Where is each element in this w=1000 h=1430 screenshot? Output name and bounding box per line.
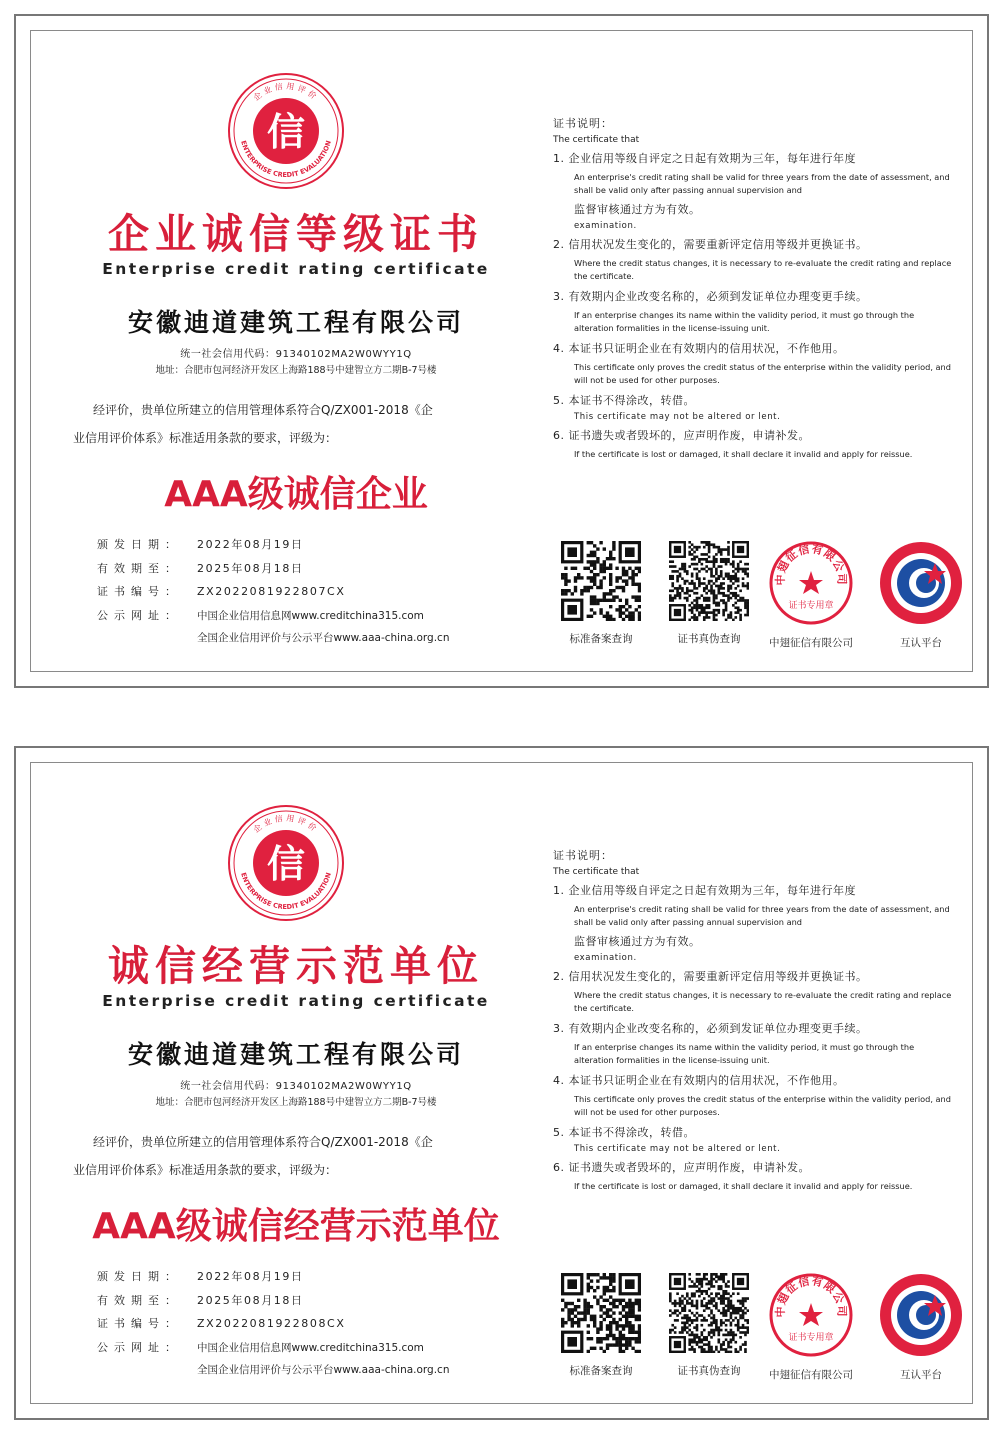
certificate-title: 企业诚信等级证书: [108, 210, 484, 258]
website-2: 全国企业信用评价与公示平台www.aaa-china.org.cn: [197, 632, 450, 644]
issue-date: 2022年08月19日: [197, 538, 304, 551]
qr-code-icon[interactable]: [561, 541, 641, 621]
valid-date: 2025年08月18日: [197, 561, 304, 575]
credit-grade: AAA级诚信企业: [164, 474, 428, 515]
issue-date-label: 颁发日期：: [97, 1270, 182, 1283]
verification-badges: [551, 1273, 971, 1383]
website-1: 中国企业信用信息网www.creditchina315.com: [197, 1341, 424, 1354]
note-2-en: Where the credit status changes, it is necessary to re-evaluate the credit rating and replace the certificate.: [574, 990, 952, 1013]
note-6: 6. 证书遗失或者毁坏的，应声明作废，申请补发。: [553, 429, 810, 442]
website-label: 公示网址：: [97, 608, 182, 622]
website-label: 公示网址：: [97, 1340, 182, 1354]
credit-code: 统一社会信用代码：91340102MA2W0WYY1Q: [180, 1081, 412, 1092]
note-3-en: If an enterprise changes its name within the validity period, it must go through the alteration formalities in the license-issuing unit.: [574, 310, 915, 333]
cert-number-label: 证书编号：: [97, 1317, 182, 1330]
certificate-frame: [30, 30, 973, 672]
company-stamp-icon: [769, 1273, 853, 1357]
note-5: 5. 本证书不得涂改，转借。: [553, 1126, 695, 1139]
qr-code-icon[interactable]: [561, 1273, 641, 1353]
note-5-en: This certificate may not be altered or lent.: [574, 1144, 781, 1154]
note-1-en: An enterprise's credit rating shall be valid for three years from the date of assessment, and shall be valid only after passing annual supervision and: [574, 904, 950, 927]
certificate-1: [14, 14, 989, 688]
svg-text:证书专用章: 证书专用章: [788, 601, 834, 611]
issue-date: 2022年08月19日: [197, 1270, 304, 1283]
authenticity-badge: [659, 1273, 759, 1378]
standard-filing-caption: 标准备案查询: [569, 1365, 633, 1377]
notes-heading: 证书说明：: [553, 849, 613, 862]
authenticity-badge: [659, 541, 759, 646]
svg-text:中翅征信有限公司: 中翅征信有限公司: [773, 542, 849, 586]
website-row: [97, 1339, 450, 1363]
company-stamp-icon: [769, 541, 853, 625]
company-stamp-badge: [761, 541, 861, 650]
authenticity-caption: 证书真伪查询: [677, 1365, 741, 1377]
company-name: 安徽迪道建筑工程有限公司: [127, 308, 464, 337]
website-1: 中国企业信用信息网www.creditchina315.com: [197, 609, 424, 622]
mutual-platform-icon: [879, 1273, 963, 1357]
mutual-platform-badge: [871, 1273, 971, 1382]
certificate-info: [97, 536, 450, 654]
svg-text:企业信用评价: 企业信用评价: [251, 813, 321, 835]
note-1-continued: 监督审核通过方为有效。: [574, 935, 701, 948]
standard-filing-badge: [551, 541, 651, 646]
valid-date-label: 有效期至：: [97, 1293, 182, 1307]
svg-text:ENTERPRISE CREDIT EVALUATION: ENTERPRISE CREDIT EVALUATION: [239, 139, 333, 180]
note-3-en: If an enterprise changes its name within the validity period, it must go through the alteration formalities in the license-issuing unit.: [574, 1042, 915, 1065]
valid-date-label: 有效期至：: [97, 561, 182, 575]
note-1-en: An enterprise's credit rating shall be valid for three years from the date of assessment, and shall be valid only after passing annual supervision and: [574, 172, 950, 195]
company-address: 地址：合肥市包河经济开发区上海路188号中建智立方二期B-7号楼: [155, 365, 437, 376]
company-stamp-caption: 中翅征信有限公司: [769, 637, 853, 649]
cert-number: ZX2022081922808CX: [197, 1317, 346, 1330]
issue-date-row: [97, 1268, 450, 1292]
valid-date-row: [97, 1292, 450, 1316]
certificate-title-en: Enterprise credit rating certificate: [102, 260, 490, 278]
valid-date: 2025年08月18日: [197, 1293, 304, 1307]
note-4-en: This certificate only proves the credit status of the enterprise within the validity period, and will not be used for other purposes.: [574, 362, 951, 385]
qr-code-icon[interactable]: [669, 541, 749, 621]
standard-filing-badge: [551, 1273, 651, 1378]
note-4: 4. 本证书只证明企业在有效期内的信用状况，不作他用。: [553, 342, 845, 355]
website-row: [97, 607, 450, 631]
evaluation-text-line-2: 业信用评价体系》标准适用条款的要求，评级为：: [73, 431, 338, 445]
notes-heading-en: The certificate that: [553, 135, 640, 145]
company-stamp-caption: 中翅征信有限公司: [769, 1369, 853, 1381]
valid-date-row: [97, 560, 450, 584]
evaluation-text-line-2: 业信用评价体系》标准适用条款的要求，评级为：: [73, 1163, 338, 1177]
credit-code: 统一社会信用代码：91340102MA2W0WYY1Q: [180, 349, 412, 360]
svg-text:证书专用章: 证书专用章: [788, 1333, 834, 1343]
credit-seal-icon: [226, 71, 346, 191]
credit-grade: AAA级诚信经营示范单位: [92, 1206, 500, 1247]
note-6: 6. 证书遗失或者毁坏的，应声明作废，申请补发。: [553, 1161, 810, 1174]
authenticity-caption: 证书真伪查询: [677, 633, 741, 645]
note-1: 1. 企业信用等级自评定之日起有效期为三年，每年进行年度: [553, 884, 856, 897]
company-address: 地址：合肥市包河经济开发区上海路188号中建智立方二期B-7号楼: [155, 1097, 437, 1108]
note-4: 4. 本证书只证明企业在有效期内的信用状况，不作他用。: [553, 1074, 845, 1087]
note-2: 2. 信用状况发生变化的，需要重新评定信用等级并更换证书。: [553, 970, 868, 983]
notes-heading: 证书说明：: [553, 117, 613, 130]
mutual-platform-icon: [879, 541, 963, 625]
standard-filing-caption: 标准备案查询: [569, 633, 633, 645]
certificate-frame: [30, 762, 973, 1404]
certificate-notes: [553, 847, 973, 1193]
note-6-en: If the certificate is lost or damaged, it shall declare it invalid and apply for reissue.: [574, 449, 913, 459]
note-5-en: This certificate may not be altered or lent.: [574, 412, 781, 422]
note-6-en: If the certificate is lost or damaged, it shall declare it invalid and apply for reissue.: [574, 1181, 913, 1191]
note-4-en: This certificate only proves the credit status of the enterprise within the validity period, and will not be used for other purposes.: [574, 1094, 951, 1117]
qr-code-icon[interactable]: [669, 1273, 749, 1353]
note-3: 3. 有效期内企业改变名称的，必须到发证单位办理变更手续。: [553, 1022, 868, 1035]
verification-badges: [551, 541, 971, 651]
note-2-en: Where the credit status changes, it is necessary to re-evaluate the credit rating and replace the certificate.: [574, 258, 952, 281]
svg-text:信: 信: [266, 109, 306, 154]
credit-seal-icon: [226, 803, 346, 923]
issue-date-label: 颁发日期：: [97, 538, 182, 551]
notes-heading-en: The certificate that: [553, 867, 640, 877]
cert-number: ZX2022081922807CX: [197, 585, 346, 598]
svg-text:企业信用评价: 企业信用评价: [251, 81, 321, 103]
svg-text:信: 信: [266, 841, 306, 886]
certificate-notes: [553, 115, 973, 461]
company-name: 安徽迪道建筑工程有限公司: [127, 1040, 464, 1069]
company-stamp-badge: [761, 1273, 861, 1382]
note-2: 2. 信用状况发生变化的，需要重新评定信用等级并更换证书。: [553, 238, 868, 251]
note-5: 5. 本证书不得涂改，转借。: [553, 394, 695, 407]
website-2: 全国企业信用评价与公示平台www.aaa-china.org.cn: [197, 1364, 450, 1376]
note-1-en-continued: examination.: [574, 221, 637, 231]
svg-text:中翅征信有限公司: 中翅征信有限公司: [773, 1274, 849, 1318]
cert-number-row: [97, 583, 450, 607]
evaluation-text-line-1: 经评价，贵单位所建立的信用管理体系符合Q/ZX001-2018《企: [93, 1135, 433, 1149]
issue-date-row: [97, 536, 450, 560]
certificate-title-en: Enterprise credit rating certificate: [102, 992, 490, 1010]
note-1-continued: 监督审核通过方为有效。: [574, 203, 701, 216]
certificate-2: [14, 746, 989, 1420]
certificate-title: 诚信经营示范单位: [108, 942, 484, 990]
cert-number-row: [97, 1315, 450, 1339]
svg-text:ENTERPRISE CREDIT EVALUATION: ENTERPRISE CREDIT EVALUATION: [239, 871, 333, 912]
mutual-platform-caption: 互认平台: [900, 637, 942, 649]
evaluation-text-line-1: 经评价，贵单位所建立的信用管理体系符合Q/ZX001-2018《企: [93, 403, 433, 417]
note-3: 3. 有效期内企业改变名称的，必须到发证单位办理变更手续。: [553, 290, 868, 303]
note-1-en-continued: examination.: [574, 953, 637, 963]
cert-number-label: 证书编号：: [97, 585, 182, 598]
mutual-platform-caption: 互认平台: [900, 1369, 942, 1381]
note-1: 1. 企业信用等级自评定之日起有效期为三年，每年进行年度: [553, 152, 856, 165]
certificate-info: [97, 1268, 450, 1386]
mutual-platform-badge: [871, 541, 971, 650]
